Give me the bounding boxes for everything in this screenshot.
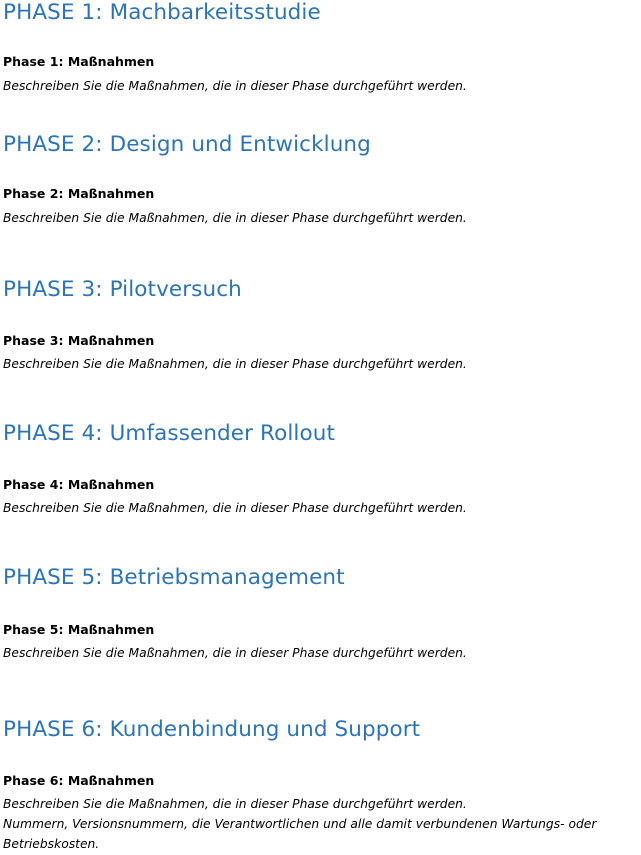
phase-1-title: PHASE 1: Machbarkeitsstudie xyxy=(3,0,321,25)
phase-6-section xyxy=(3,717,639,851)
phase-6-title: PHASE 6: Kundenbindung und Support xyxy=(3,717,421,742)
phase-4-description: Beschreiben Sie die Maßnahmen, die in dieser Phase durchgeführt werden. xyxy=(3,501,467,515)
phase-6-subheading: Phase 6: Maßnahmen xyxy=(3,773,155,788)
phase-5-subheading: Phase 5: Maßnahmen xyxy=(3,622,155,637)
phase-4-title: PHASE 4: Umfassender Rollout xyxy=(3,421,335,446)
phase-6-description: Beschreiben Sie die Maßnahmen, die in dieser Phase durchgeführt werden. xyxy=(3,797,467,811)
phase-3-subheading: Phase 3: Maßnahmen xyxy=(3,333,155,348)
phase-1-subheading: Phase 1: Maßnahmen xyxy=(3,54,155,69)
phase-4-section xyxy=(3,421,639,515)
phase-5-description: Beschreiben Sie die Maßnahmen, die in dieser Phase durchgeführt werden. xyxy=(3,646,467,660)
phase-2-section xyxy=(3,132,639,225)
phase-2-subheading: Phase 2: Maßnahmen xyxy=(3,186,155,201)
phase-4-subheading: Phase 4: Maßnahmen xyxy=(3,477,155,492)
phase-6-description-line2: Nummern, Versionsnummern, die Verantwortlichen und alle damit verbundenen Wartungs- oder xyxy=(3,817,597,831)
phase-3-title: PHASE 3: Pilotversuch xyxy=(3,277,242,302)
phase-2-title: PHASE 2: Design und Entwicklung xyxy=(3,132,371,157)
phase-2-description: Beschreiben Sie die Maßnahmen, die in dieser Phase durchgeführt werden. xyxy=(3,211,467,225)
phase-6-description-line3: Betriebskosten. xyxy=(3,837,100,851)
phase-3-section xyxy=(3,277,639,371)
phase-3-description: Beschreiben Sie die Maßnahmen, die in dieser Phase durchgeführt werden. xyxy=(3,357,467,371)
phase-5-section xyxy=(3,565,639,660)
phase-1-section xyxy=(3,0,639,93)
phase-1-description: Beschreiben Sie die Maßnahmen, die in dieser Phase durchgeführt werden. xyxy=(3,79,467,93)
phase-5-title: PHASE 5: Betriebsmanagement xyxy=(3,565,345,590)
